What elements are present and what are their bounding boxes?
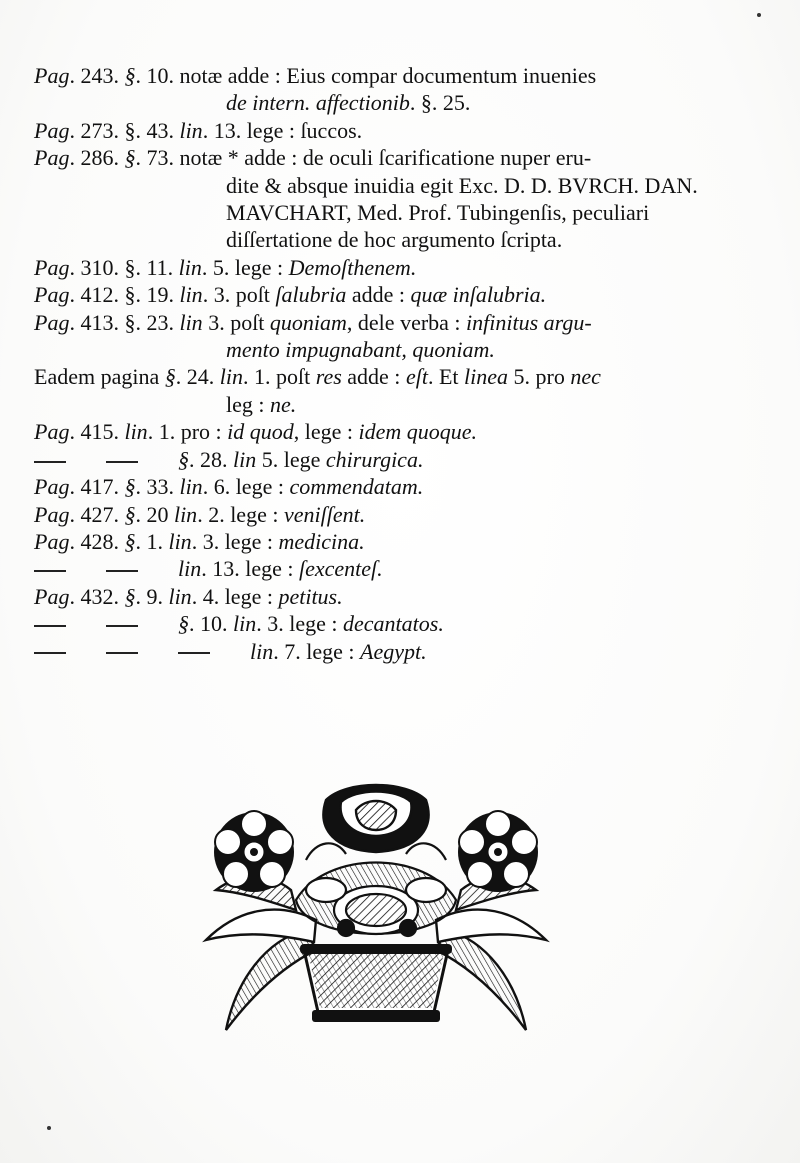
errata-text: Pag (34, 254, 70, 280)
errata-text: § (124, 501, 136, 527)
errata-entry (34, 501, 774, 528)
errata-text: chirurgica. (325, 446, 424, 472)
errata-text: MAVCHART, Med. Prof. Tubingenſis, peculiari (226, 200, 650, 226)
errata-text: . 1. (135, 528, 169, 554)
errata-text: diſſertatione de hoc argumento ſcripta. (226, 227, 563, 253)
errata-text: adde : (341, 364, 406, 390)
errata-text: § (164, 364, 176, 390)
errata-text: linea (464, 364, 508, 390)
errata-continuation-line (34, 172, 774, 199)
errata-list (34, 62, 774, 665)
errata-text: . Et (427, 364, 464, 390)
errata-entry (34, 583, 774, 610)
errata-entry (34, 62, 774, 89)
errata-text: . 243. (69, 63, 125, 88)
errata-text: . 413. §. 23. (69, 309, 180, 335)
ink-speck (47, 1126, 51, 1130)
errata-text: . 3. lege : (256, 611, 343, 637)
errata-text: . 415. (69, 419, 125, 445)
errata-text: , lege : (293, 419, 359, 445)
errata-text: infinitus argu- (466, 309, 592, 335)
errata-text: Pag (34, 419, 70, 445)
errata-text: § (124, 63, 136, 88)
errata-text: . 310. §. 11. (69, 254, 179, 280)
errata-text: lin (124, 419, 148, 445)
errata-text: § (124, 474, 136, 500)
ditto-dash (106, 652, 138, 654)
errata-text: § (124, 583, 136, 609)
errata-text: quæ inſalubria. (410, 282, 547, 308)
errata-text: lin (233, 446, 257, 472)
errata-text: lin (250, 638, 274, 664)
errata-text: Pag (34, 474, 70, 500)
errata-text: § (124, 528, 136, 554)
ditto-dash (106, 461, 138, 463)
errata-text: . 3. lege : (191, 528, 279, 554)
errata-text: nec (570, 364, 601, 390)
errata-entry (34, 638, 774, 665)
errata-text: lin (219, 364, 243, 390)
errata-text: . 24. (175, 364, 220, 390)
errata-text: leg : (226, 391, 270, 417)
errata-text: . 427. (69, 501, 125, 527)
errata-continuation-line (34, 89, 774, 116)
errata-text: lin (178, 254, 202, 280)
errata-text: . 1. poſt (242, 364, 316, 390)
errata-text: lin (168, 528, 192, 554)
errata-entry (34, 418, 774, 445)
right-rose (458, 811, 538, 892)
errata-text: Pag (34, 117, 70, 143)
errata-text: lin (179, 309, 203, 335)
errata-text: quoniam (269, 309, 347, 335)
errata-text: . 286. (69, 145, 125, 171)
ditto-dash (106, 625, 138, 627)
errata-entry (34, 528, 774, 555)
errata-text: . 13. lege : (201, 556, 299, 582)
errata-text: decantatos. (343, 611, 444, 637)
errata-text: . 5. lege : (201, 254, 289, 280)
errata-text: res (315, 364, 342, 390)
errata-continuation-line (34, 226, 774, 253)
errata-text: lin (173, 501, 198, 527)
errata-entry (34, 610, 774, 637)
errata-continuation-line (34, 199, 774, 226)
ink-speck (757, 13, 761, 17)
errata-continuation-line (34, 336, 774, 363)
errata-text: . 7. lege : (273, 638, 360, 664)
errata-text: . 412. §. 19. (69, 282, 180, 308)
errata-text: idem quoque. (358, 419, 478, 445)
errata-text: . 33. (135, 474, 180, 500)
errata-text: . 10. (189, 611, 233, 637)
basket-shape (300, 944, 452, 1022)
errata-text: § (178, 446, 189, 472)
ditto-dash (34, 461, 66, 463)
errata-continuation-line (34, 391, 774, 418)
errata-text: . 10. notæ adde : Eius compar documentum inuenies (135, 63, 597, 88)
flower-basket-woodcut-icon (196, 780, 556, 1042)
errata-entry (34, 281, 774, 308)
ditto-dash (106, 570, 138, 572)
errata-text: ne. (270, 391, 297, 417)
errata-text: 5. pro (508, 364, 571, 390)
ditto-dash (34, 625, 66, 627)
errata-text: Pag (34, 501, 70, 527)
errata-text: . 6. lege : (202, 474, 290, 500)
ditto-dash (178, 652, 210, 654)
errata-text: . 428. (69, 528, 125, 554)
errata-text: ſexcenteſ. (299, 556, 383, 582)
top-tulip (323, 785, 428, 852)
errata-text: . §. 25. (409, 90, 471, 116)
errata-text: commendatam. (289, 474, 424, 500)
errata-text: Pag (34, 528, 70, 554)
errata-text: lin (178, 556, 202, 582)
errata-entry (34, 446, 774, 473)
left-rose (214, 811, 294, 892)
errata-text: mento impugnabant, quoniam. (226, 337, 495, 363)
errata-text: Pag (34, 145, 70, 171)
errata-text: . 4. lege : (191, 583, 279, 609)
errata-text: § (178, 611, 189, 637)
ditto-dash (34, 570, 66, 572)
errata-text: de intern. affectionib (226, 90, 410, 116)
errata-entry (34, 363, 774, 390)
errata-text: lin (179, 282, 203, 308)
errata-text: dite & absque inuidia egit Exc. D. D. BVRCH. DAN. (226, 172, 698, 198)
errata-text: petitus. (278, 583, 343, 609)
errata-text: lin (233, 611, 257, 637)
errata-text: Pag (34, 309, 70, 335)
errata-entry (34, 309, 774, 336)
ditto-dash (34, 652, 66, 654)
errata-text: 3. poſt (202, 309, 270, 335)
errata-entry (34, 117, 774, 144)
errata-text: adde : (346, 282, 411, 308)
errata-text: . 20 (135, 501, 174, 527)
errata-text: . 417. (69, 474, 125, 500)
errata-text: . 9. (135, 583, 169, 609)
errata-text: id quod (227, 419, 294, 445)
errata-entry (34, 254, 774, 281)
errata-text: Aegypt. (360, 638, 427, 664)
errata-text: , dele verba : (346, 309, 467, 335)
errata-text: veniſſent. (283, 501, 366, 527)
errata-entry (34, 555, 774, 582)
errata-text: § (124, 145, 136, 171)
errata-text: . 2. lege : (197, 501, 284, 527)
errata-text: Pag (34, 63, 70, 88)
errata-text: . 73. notæ * adde : de oculi ſcarificatione nuper eru- (135, 145, 592, 171)
errata-text: 5. lege (256, 446, 326, 472)
errata-text: eſt (405, 364, 428, 390)
errata-text: Eadem pagina (34, 364, 165, 390)
errata-entry (34, 473, 774, 500)
errata-text: lin (179, 117, 203, 143)
errata-text: . 28. (189, 446, 233, 472)
errata-text: Demoſthenem. (288, 254, 417, 280)
errata-text: Pag (34, 282, 70, 308)
errata-text: . 13. lege : ſuccos. (202, 117, 363, 143)
errata-text: . 1. pro : (147, 419, 228, 445)
errata-entry (34, 144, 774, 171)
errata-text: medicina. (278, 528, 365, 554)
errata-text: Pag (34, 583, 70, 609)
errata-text: . 3. poſt (202, 282, 276, 308)
errata-text: . 432. (69, 583, 125, 609)
errata-text: lin (168, 583, 192, 609)
errata-text: . 273. §. 43. (69, 117, 180, 143)
errata-text: ſalubria (275, 282, 347, 308)
errata-text: lin (179, 474, 203, 500)
